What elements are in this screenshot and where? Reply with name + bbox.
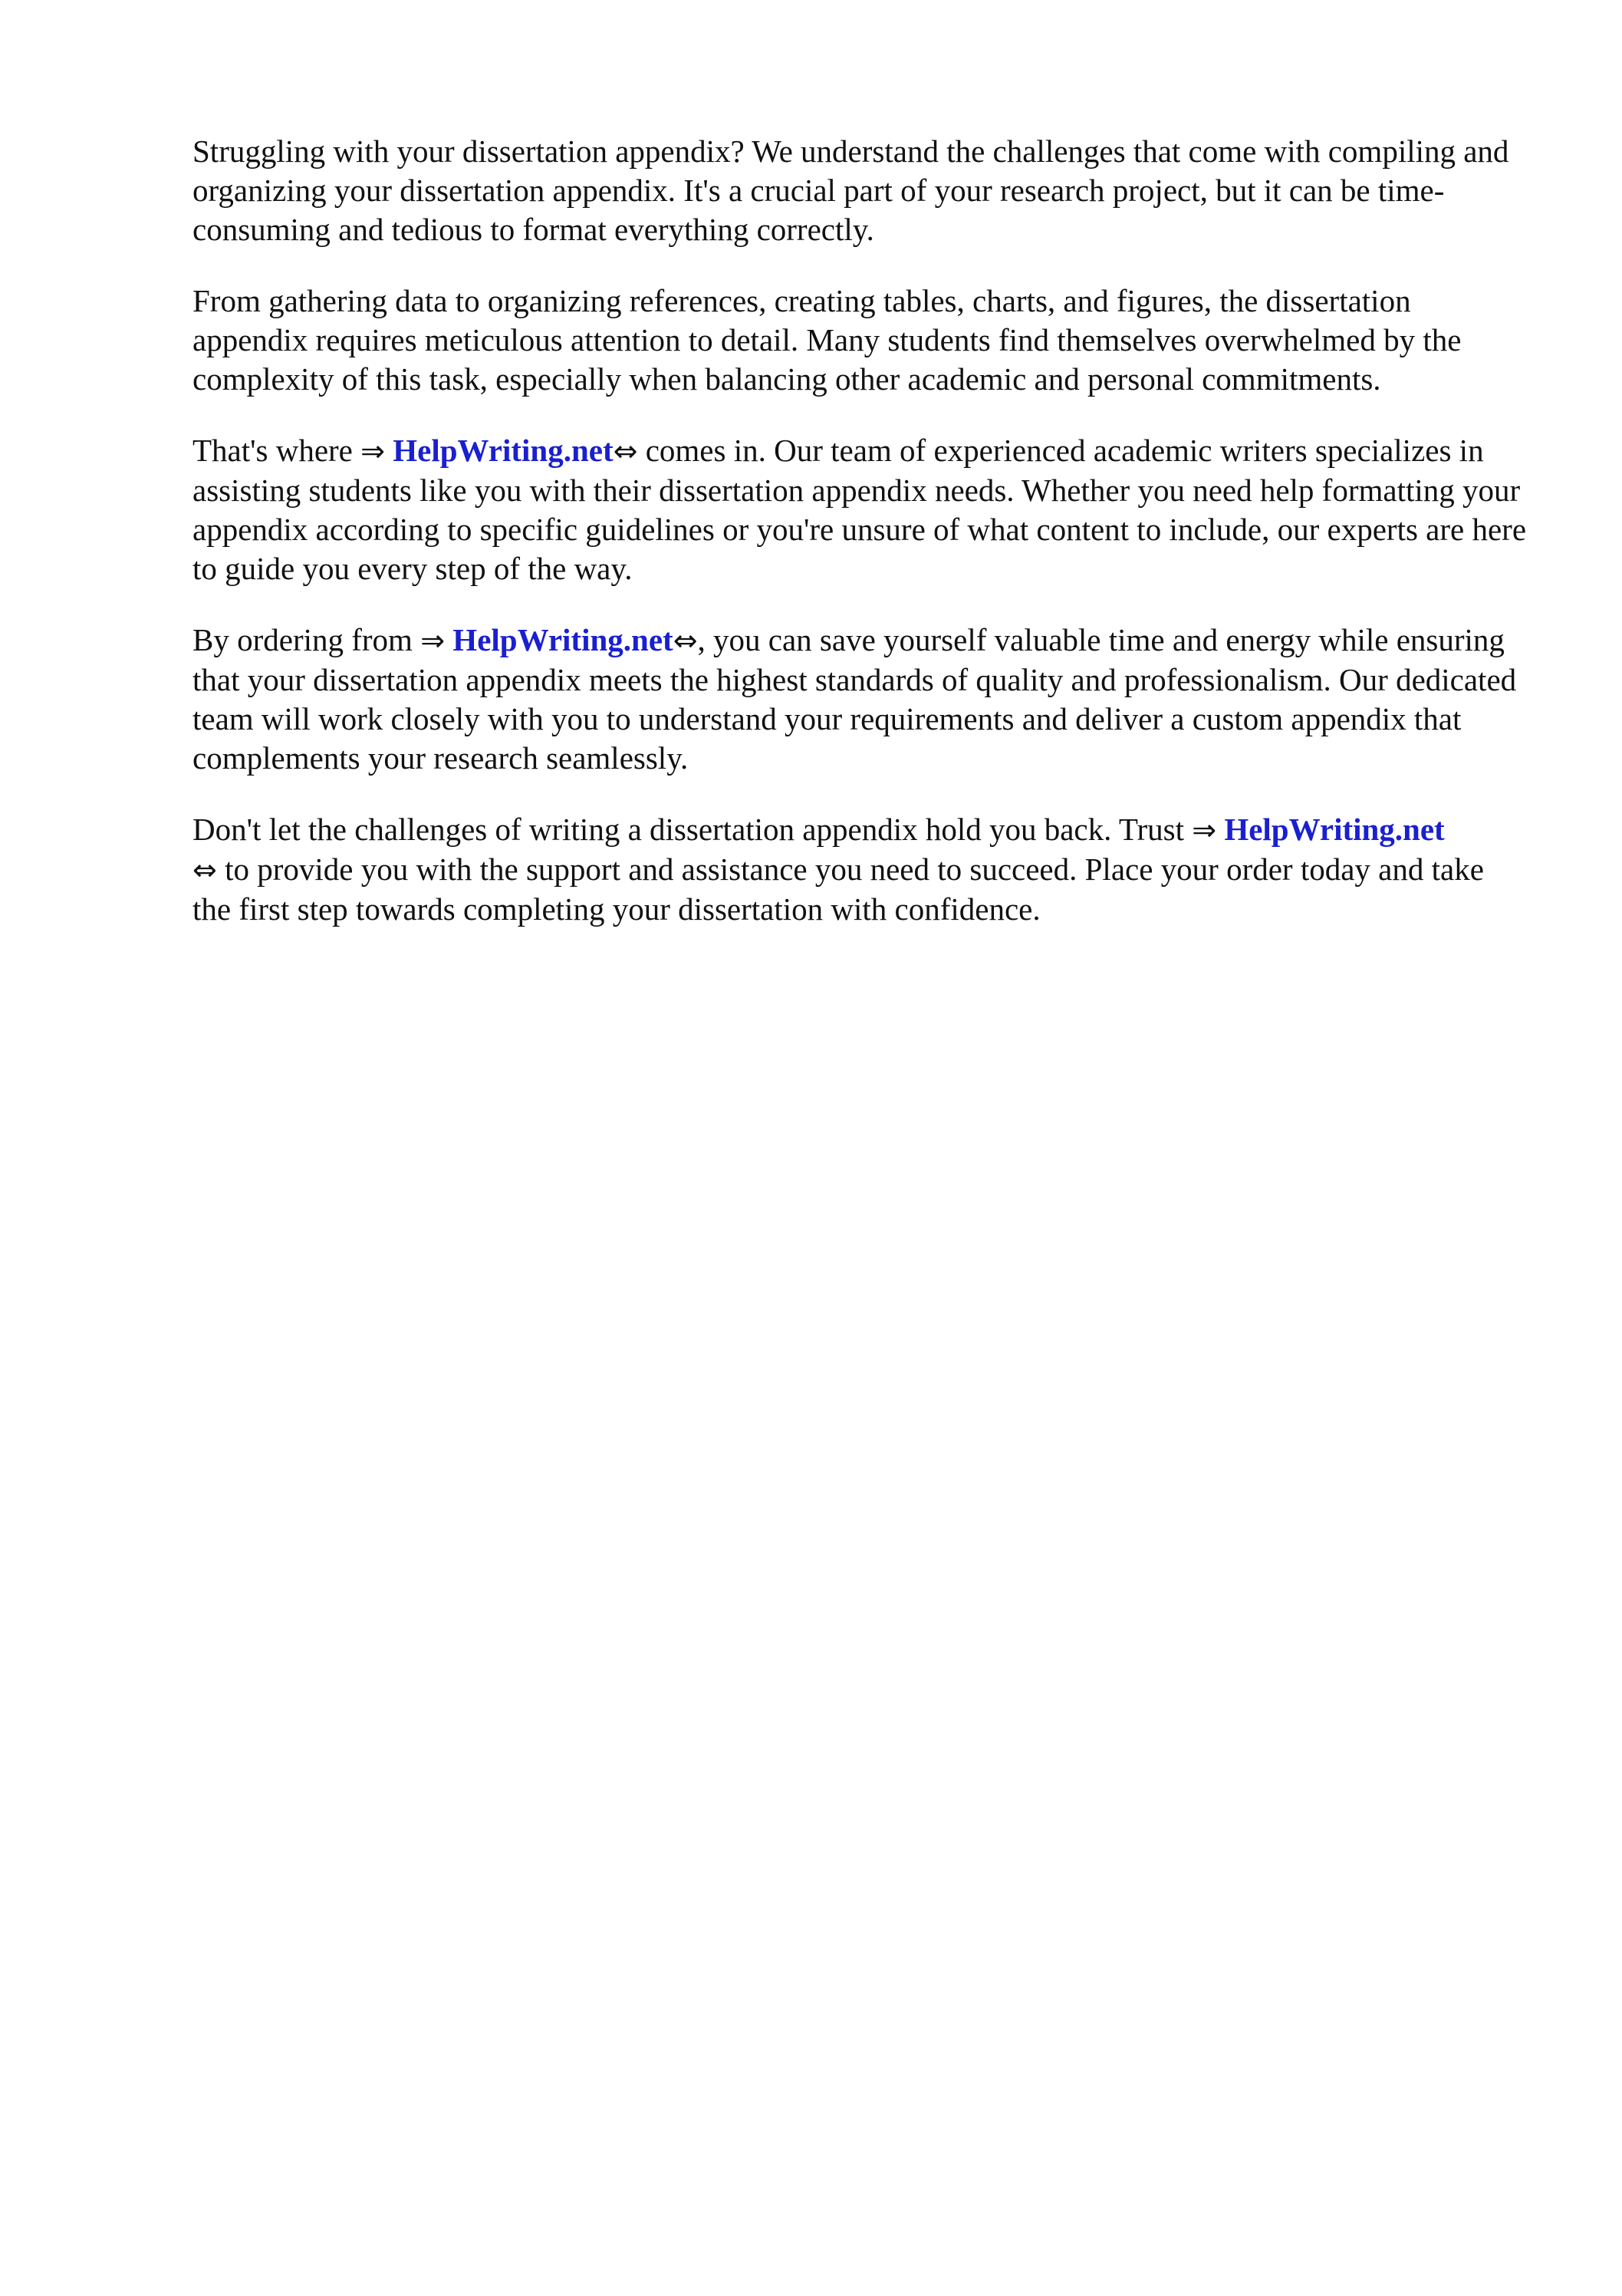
left-right-double-arrow-icon: ⇔ <box>192 853 217 887</box>
right-double-arrow-icon: ⇒ <box>1192 813 1217 847</box>
paragraph-text: Don't let the challenges of writing a dissertation appendix hold you back. Trust <box>192 812 1193 847</box>
paragraph-text: to provide you with the support and assistance you need to succeed. Place your order today and take the first step towards completing your dissertation with confidence. <box>192 852 1484 927</box>
helpwriting-link[interactable]: HelpWriting.net <box>393 433 614 468</box>
right-double-arrow-icon: ⇒ <box>360 434 385 468</box>
paragraph-text: , you can save yourself valuable time and energy while ensuring that your dissertation appendix meets the highest standards of quality and professionalism. Our dedicated team will work closely with you to understand your requirements and deliver a custom appendix that complements your research seamlessly. <box>192 622 1517 776</box>
paragraph-challenges: From gathering data to organizing references, creating tables, charts, and figures, the dissertation appendix requires meticulous attention to detail. Many students find themselves overwhelmed by the complexity of this task, especially when balancing other academic and personal commitments. <box>192 283 1462 397</box>
helpwriting-link[interactable]: HelpWriting.net <box>452 622 673 657</box>
left-right-double-arrow-icon: ⇔ <box>673 624 698 657</box>
paragraph-intro: Struggling with your dissertation appendix? We understand the challenges that come with compiling and organizing your dissertation appendix. It's a crucial part of your research project, but it can be time-consuming and tedious to format everything correctly. <box>192 133 1509 247</box>
paragraph-text: By ordering from <box>192 622 421 657</box>
paragraph-text: That's where <box>192 433 361 468</box>
helpwriting-link[interactable]: HelpWriting.net <box>1224 812 1445 847</box>
document-body <box>192 132 1527 961</box>
paragraph-thats-where <box>192 431 1527 588</box>
paragraph-by-ordering <box>192 621 1527 778</box>
right-double-arrow-icon: ⇒ <box>420 624 446 657</box>
left-right-double-arrow-icon: ⇔ <box>613 434 638 468</box>
paragraph-text: comes in. Our team of experienced academic writers specializes in assisting students like you with their dissertation appendix needs. Whether you need help formatting your appendix according to specific guidelines or you're unsure of what content to include, our experts are here to guide you every step of the way. <box>192 433 1527 586</box>
paragraph-dont-let <box>192 810 1527 929</box>
